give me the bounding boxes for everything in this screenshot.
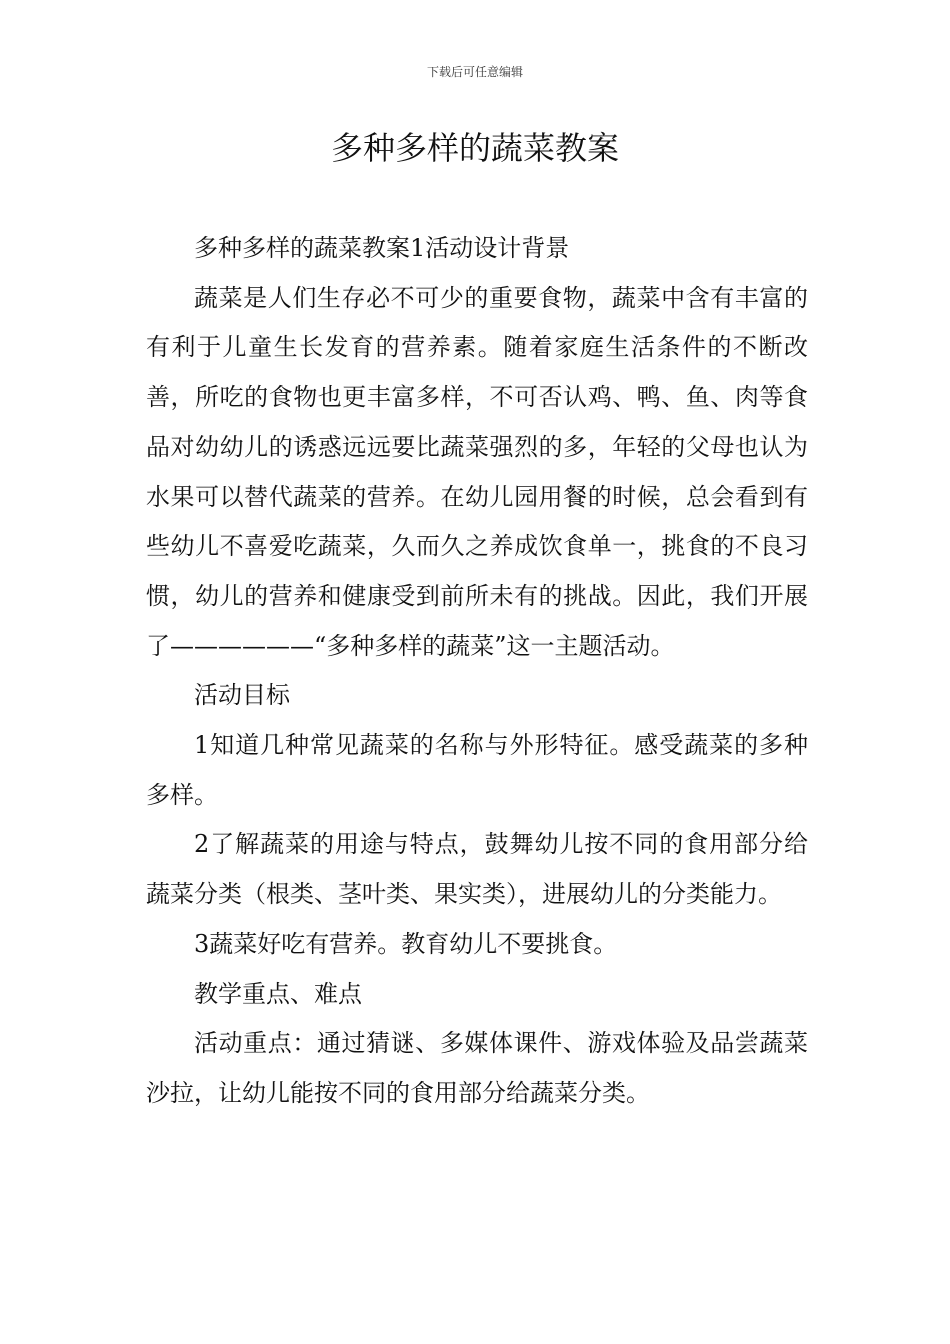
goal-item-1: 1知道几种常见蔬菜的名称与外形特征。感受蔬菜的多种多样。	[146, 731, 808, 809]
section-heading-background: 多种多样的蔬菜教案1活动设计背景	[194, 234, 570, 262]
paragraph-key-point: 活动重点：通过猜谜、多媒体课件、游戏体验及品尝蔬菜沙拉，让幼儿能按不同的食用部分给蔬菜分类。	[146, 1029, 808, 1107]
section-heading-goals: 活动目标	[194, 681, 290, 710]
goal-item-3: 3蔬菜好吃有营养。教育幼儿不要挑食。	[194, 929, 618, 958]
document-body	[146, 224, 808, 1119]
document-title: 多种多样的蔬菜教案	[330, 129, 619, 167]
section-heading-key-points: 教学重点、难点	[194, 979, 362, 1008]
goal-item-2: 2了解蔬菜的用途与特点，鼓舞幼儿按不同的食用部分给蔬菜分类（根类、茎叶类、果实类），进展幼儿的分类能力。	[146, 830, 808, 909]
paragraph-background: 蔬菜是人们生存必不可少的重要食物，蔬菜中含有丰富的有利于儿童生长发育的营养素。随着家庭生活条件的不断改善，所吃的食物也更丰富多样，不可否认鸡、鸭、鱼、肉等食品对幼幼儿的诱惑远远要比蔬菜强烈的多，年轻的父母也认为水果可以替代蔬菜的营养。在幼儿园用餐的时候，总会看到有些幼儿不喜爱吃蔬菜，久而久之养成饮食单一，挑食的不良习惯，幼儿的营养和健康受到前所未有的挑战。因此，我们开展了——————“多种多样的蔬菜”这一主题活动。	[146, 283, 808, 660]
header-note: 下载后可任意编辑	[426, 65, 523, 79]
